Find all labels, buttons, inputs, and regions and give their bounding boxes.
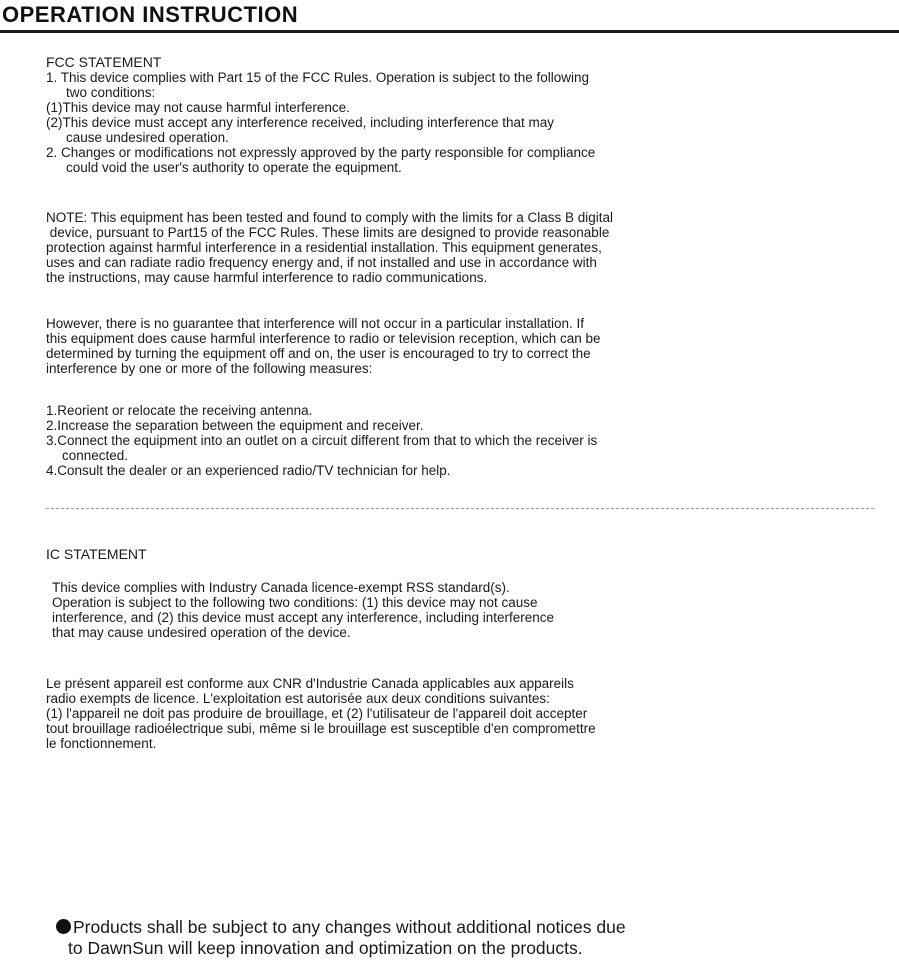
fcc-item-1-line-1: 1. This device complies with Part 15 of the FCC Rules. Operation is subject to the following [46,70,590,85]
measure-item: 4.Consult the dealer or an experienced radio/TV technician for help. [46,463,451,478]
note-line: uses and can radiate radio frequency energy and, if not installed and use in accordance with [46,255,597,270]
fcc-item-2-line-1: 2. Changes or modifications not expressly approved by the party responsible for compliance [46,145,596,160]
ic-en-line: interference, and (2) this device must accept any interference, including interference [52,610,555,625]
measure-item: 3.Connect the equipment into an outlet on a circuit different from that to which the receiver is [46,433,598,448]
ic-en-line: This device complies with Industry Canada licence-exempt RSS standard(s). [52,580,510,595]
fcc-note-paragraph [46,210,866,285]
title-underline [0,30,899,33]
fcc-condition-1: (1)This device may not cause harmful interference. [46,100,350,115]
notice-line-1: Products shall be subject to any changes without additional notices due [73,917,626,937]
ic-statement-section [46,547,866,562]
ic-heading: IC STATEMENT [46,546,147,562]
fcc-condition-2-line-2: cause undesired operation. [66,130,229,145]
however-line: interference by one or more of the following measures: [46,361,373,376]
however-paragraph [46,316,866,376]
fcc-item-2-line-2: could void the user's authority to operate the equipment. [66,160,402,175]
product-change-notice [56,917,856,959]
ic-french-paragraph [46,676,866,751]
however-line: determined by turning the equipment off and on, the user is encouraged to try to correct the [46,346,591,361]
fcc-item-1-line-2: two conditions: [66,85,156,100]
ic-english-paragraph [52,580,872,640]
fcc-heading: FCC STATEMENT [46,54,162,70]
measure-item-continuation: connected. [62,448,129,463]
note-line: NOTE: This equipment has been tested and found to comply with the limits for a Class B digital [46,210,614,225]
measure-item: 2.Increase the separation between the equipment and receiver. [46,418,424,433]
notice-line-2: to DawnSun will keep innovation and optimization on the products. [68,938,583,958]
however-line: this equipment does cause harmful interference to radio or television reception, which can be [46,331,601,346]
ic-fr-line: tout brouillage radioélectrique subi, même si le brouillage est susceptible d'en compromettre [46,721,596,736]
measure-item: 1.Reorient or relocate the receiving antenna. [46,403,313,418]
ic-fr-line: radio exempts de licence. L'exploitation est autorisée aux deux conditions suivantes: [46,691,550,706]
note-line: device, pursuant to Part15 of the FCC Rules. These limits are designed to provide reasonable [46,225,610,240]
ic-fr-line: le fonctionnement. [46,736,157,751]
ic-fr-line: (1) l'appareil ne doit pas produire de brouillage, et (2) l'utilisateur de l'appareil doit accepter [46,706,588,721]
ic-en-line: Operation is subject to the following two conditions: (1) this device may not cause [52,595,538,610]
note-line: protection against harmful interference in a residential installation. This equipment generates, [46,240,602,255]
measures-list [46,403,866,478]
page-title: OPERATION INSTRUCTION [2,2,299,27]
fcc-statement-section [46,55,866,175]
section-divider [46,508,874,509]
ic-en-line: that may cause undesired operation of the device. [52,625,351,640]
bullet-icon [56,919,71,934]
fcc-condition-2-line-1: (2)This device must accept any interference received, including interference that may [46,115,554,130]
note-line: the instructions, may cause harmful interference to radio communications. [46,270,488,285]
however-line: However, there is no guarantee that interference will not occur in a particular installation. If [46,316,585,331]
ic-fr-line: Le présent appareil est conforme aux CNR d'Industrie Canada applicables aux appareils [46,676,574,691]
